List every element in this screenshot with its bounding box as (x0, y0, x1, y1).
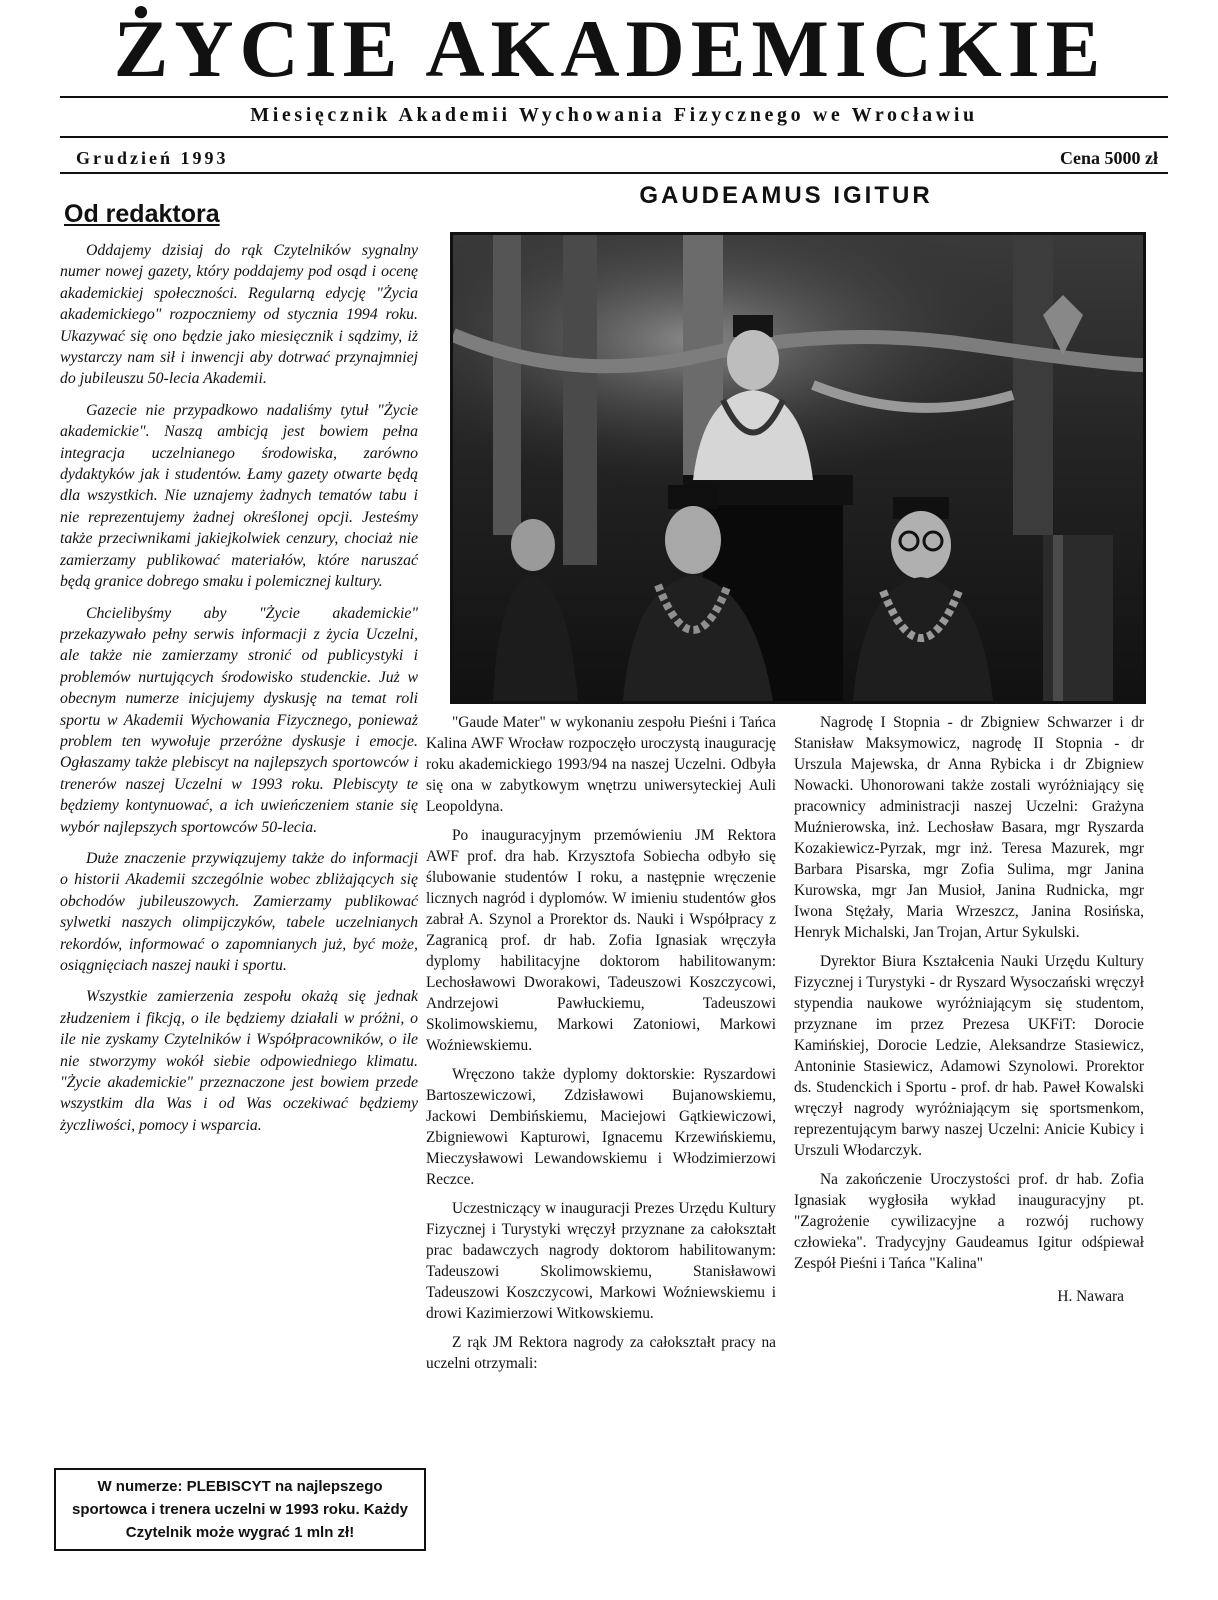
editorial-paragraph: Gazecie nie przypadkowo nadaliśmy tytuł "Życie akademickie". Naszą ambicją jest bowiem pełna integracja uczelnianego środowiska, zarówno dydaktyków jak i studentów. Łamy gazety otwarte będą dla wszystkich. Nie uznajemy żadnych tematów tabu i nie reprezentujemy żadnej określonej opcji. Jesteśmy także przeciwnikami jakiejkolwiek cenzury, chociaż nie zamierzamy publikować materiałów, które naruszać będą granice dobrego smaku i polemicznej kultury. (60, 401, 418, 591)
masthead-rule-bottom (60, 172, 1168, 174)
issue-date: Grudzień 1993 (76, 148, 229, 168)
masthead-rule-top (60, 96, 1168, 98)
article-paragraph: "Gaude Mater" w wykonaniu zespołu Pieśni i Tańca Kalina AWF Wrocław rozpoczęło uroczystą inaugurację roku akademickiego 1993/94 na naszej Uczelni. Odbyła się ona w zabytkowym wnętrzu uniwersyteckiej Auli Leopoldyna. (426, 714, 776, 815)
in-this-issue-box: W numerze: PLEBISCYT na najlepszego sportowca i trenera uczelni w 1993 roku. Każdy Czytelnik może wygrać 1 mln zł! (54, 1468, 426, 1551)
article-paragraph: Po inauguracyjnym przemówieniu JM Rektora AWF prof. dra hab. Krzysztofa Sobiecha odbyło się ślubowanie studentów I roku, a następnie wręczenie licznych nagród i dyplomów. W imieniu studentów głos zabrał A. Szynol a Prorektor ds. Nauki i Współpracy z Zagranicą prof. dr hab. Zofia Ignasiak wręczyła dyplomy habilitacyjne doktorom habilitowanym: Lechosławowi Dworakowi, Tadeuszowi Koszczycowi, Andrzejowi Pawłuckiemu, Tadeuszowi Skolimowskiemu, Markowi Zatoniowi, Markowi Woźniewskiemu. (426, 827, 776, 1054)
article-paragraph: Z rąk JM Rektora nagrody za całokształt pracy na uczelni otrzymali: (426, 1334, 776, 1372)
masthead-subtitle: Miesięcznik Akademii Wychowania Fizycznego we Wrocławiu (250, 104, 978, 126)
article-signature: H. Nawara (1057, 1288, 1124, 1305)
article-paragraph: Uczestniczący w inauguracji Prezes Urzędu Kultury Fizycznej i Turystyki wręczył przyznane za całokształt prac badawczych nagrody doktorom habilitowanym: Tadeuszowi Skolimowskiemu, Stanisławowi Tadeuszowi Koszczycowi, Markowi Woźniewskiemu i drowi Kazimierzowi Witkowskiemu. (426, 1200, 776, 1322)
article-paragraph: Nagrodę I Stopnia - dr Zbigniew Schwarzer i dr Stanisław Maksymowicz, nagrodę II Stopnia - dr Urszula Majewska, dr Anna Rybicka i dr Zbigniew Nowacki. Uhonorowani także zostali wyróżniający się pracownicy administracji naszej Uczelni: Grażyna Muźnierowska, inż. Lechosław Basara, mgr Ryszarda Kozakiewicz-Pyrzak, mgr inż. Teresa Mazurek, mgr Barbara Pisarska, mgr Zofia Sulima, mgr Janina Kurowska, mgr Jan Musioł, Janina Rudnicka, mgr Iwona Stężały, Maria Wrzeszcz, Janina Rosińska, Henryk Michalski, Jan Trojan, Artur Sykulski. (794, 714, 1144, 941)
article-column-right (794, 712, 1144, 1560)
editorial-heading: Od redaktora (64, 200, 220, 228)
article-paragraph: Na zakończenie Uroczystości prof. dr hab. Zofia Ignasiak wygłosiła wykład inauguracyjny pt. "Zagrożenie cywilizacyjne a rozwój ruchowy człowieka". Tradycyjny Gaudeamus Igitur odśpiewał Zespół Pieśni i Tańca "Kalina" (794, 1171, 1144, 1272)
editorial-column (60, 240, 418, 1460)
ceremony-photo (450, 232, 1146, 704)
editorial-paragraph: Duże znaczenie przywiązujemy także do informacji o historii Akademii szczególnie wobec zbliżających się obchodów jubileuszowych. Zamierzamy publikować sylwetki naszych olimpijczyków, tabele uczelnianych rekordów, informować o zapomnianych już, być może, osiągnięciach naszej nauki i sportu. (60, 849, 418, 974)
editorial-paragraph: Wszystkie zamierzenia zespołu okażą się jednak złudzeniem i fikcją, o ile będziemy działali w próżni, o ile nie zyskamy Czytelników i Współpracowników, o ile nie stworzymy wokół siebie odpowiedniego klimatu. "Życie akademickie" przeznaczone jest bowiem przede wszystkim dla Was i od Was oczekiwać będziemy życzliwości, pomocy i wsparcia. (60, 988, 418, 1134)
article-paragraph: Dyrektor Biura Kształcenia Nauki Urzędu Kultury Fizycznej i Turystyki - dr Ryszard Wysoczański wręczył stypendia naukowe wyróżniającym się studentom, przyznane im przez Prezesa UKFiT: Dorocie Kamińskiej, Dorocie Ledzie, Aleksandrze Stasiewicz, Antoninie Stasiewicz, Adamowi Szynolowi. Prorektor ds. Studenckich i Sportu - prof. dr hab. Paweł Kowalski wręczył nagrody wyróżniającym się sportsmenkom, reprezentującym barwy naszej Uczelni: Anicie Kubicy i Urszuli Włodarczyk. (794, 953, 1144, 1159)
article-paragraph: Wręczono także dyplomy doktorskie: Ryszardowi Bartoszewiczowi, Zdzisławowi Bujanowskiemu, Jackowi Dembińskiemu, Maciejowi Gątkiewiczowi, Zbigniewowi Kapturowi, Ignacemu Krzewińskiemu, Mieczysławowi Lewandowskiemu i Włodzimierzowi Reczce. (426, 1066, 776, 1188)
article-column-middle (426, 712, 776, 1560)
article-title: GAUDEAMUS IGITUR (639, 182, 933, 209)
editorial-paragraph: Chcielibyśmy aby "Życie akademickie" przekazywało pełny serwis informacji z życia Uczelni, ale także nie zamierzamy stronić od publicystyki i problemów nurtujących środowisko studenckie. Już w obecnym numerze inicjujemy dyskusję na temat roli sportu w Akademii Wychowania Fizycznego, ponieważ problem ten wywołuje przeróżne dyskusje i emocje. Ogłaszamy także plebiscyt na najlepszych sportowców i trenerów naszej Uczelni w 1993 roku. Plebiscyty te będziemy kontynuować, a ich uwieńczeniem stanie się wybór najlepszych sportowców 50-lecia. (60, 604, 418, 836)
issue-price: Cena 5000 zł (1060, 148, 1158, 168)
masthead: ŻYCIE AKADEMICKIE (113, 3, 1107, 94)
editorial-paragraph: Oddajemy dzisiaj do rąk Czytelników sygnalny numer nowej gazety, który poddajemy pod osąd i ocenę akademickiej społeczności. Regularną edycję "Życia akademickiego" rozpoczniemy od stycznia 1994 roku. Ukazywać się ono będzie jako miesięcznik i sądzimy, iż wystarczy nam sił i inwencji aby dotrwać przynajmniej do jubileuszu 50-lecia Akademii. (60, 242, 418, 388)
masthead-rule-middle (60, 136, 1168, 138)
